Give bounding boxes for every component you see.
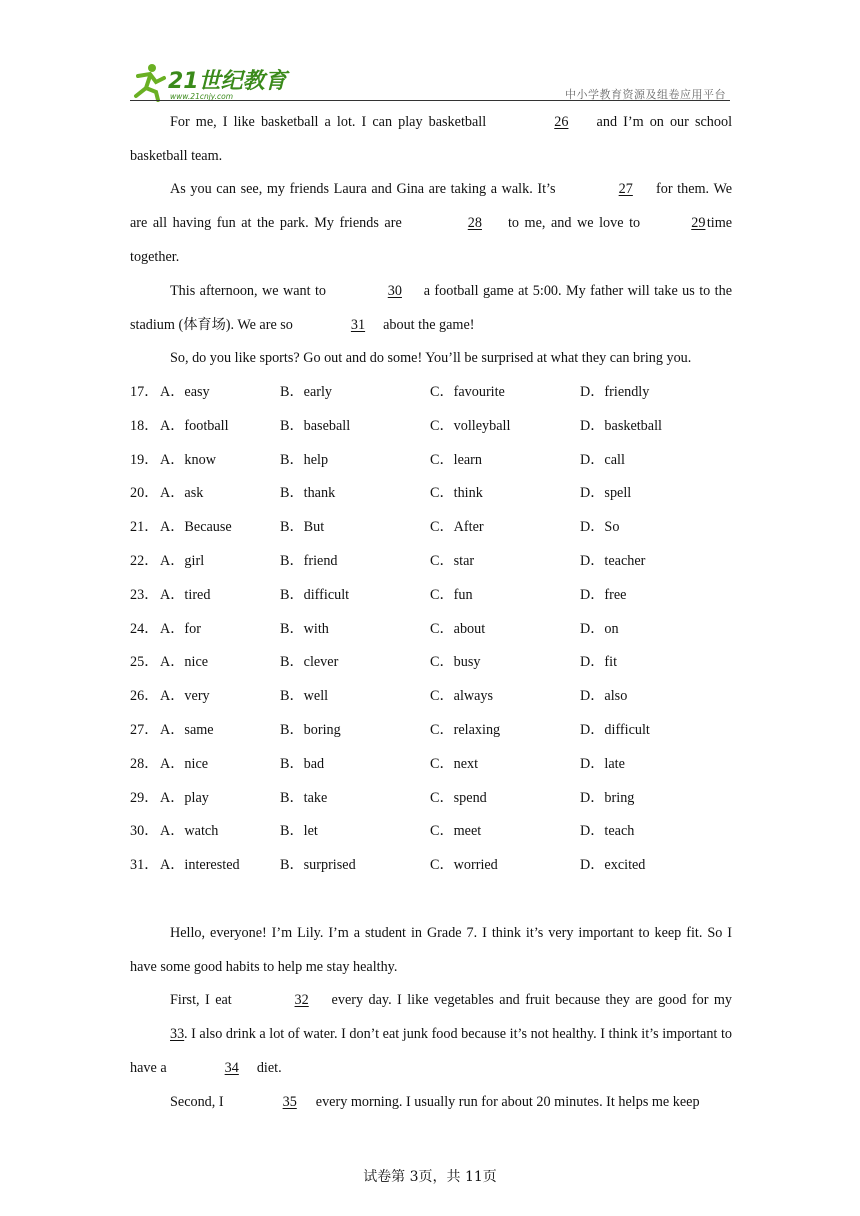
option-c[interactable]: C．star	[430, 553, 475, 569]
question-number: 23．	[130, 586, 159, 603]
option-b[interactable]: B．difficult	[280, 586, 350, 603]
option-a[interactable]: A．nice	[160, 654, 209, 671]
blank-29: 29	[691, 215, 706, 231]
option-c[interactable]: C．favourite	[430, 384, 505, 400]
question-row	[130, 814, 750, 848]
option-d[interactable]: D．late	[580, 755, 625, 772]
passage1-paragraph-1: For me, I like basketball a lot. I can play basketball 26 and I’m on our school basketball team.	[130, 105, 732, 173]
question-row	[130, 612, 750, 646]
question-number: 26．	[130, 688, 159, 705]
blank-31: 31	[350, 317, 366, 333]
question-number: 21．	[130, 519, 159, 536]
passage1-paragraph-4: So, do you like sports? Go out and do some! You’ll be surprised at what they can bring you.	[170, 350, 692, 366]
option-b[interactable]: B．well	[280, 688, 329, 705]
blank-30: 30	[387, 283, 402, 299]
question-row	[130, 781, 750, 815]
option-a[interactable]: A．Because	[160, 519, 232, 536]
blank-35: 35	[282, 1094, 297, 1110]
option-a[interactable]: A．play	[160, 789, 209, 806]
blank-27: 27	[618, 181, 633, 197]
header-tagline: 中小学教育资源及组卷应用平台	[565, 88, 726, 101]
question-row	[130, 544, 750, 578]
21cnjy-logo	[130, 62, 287, 102]
option-d[interactable]: D．also	[580, 688, 628, 705]
option-d[interactable]: D．So	[580, 519, 620, 536]
option-c[interactable]: C．fun	[430, 586, 473, 603]
question-number: 30．	[130, 823, 159, 840]
option-c[interactable]: C．meet	[430, 823, 482, 840]
option-b[interactable]: B．help	[280, 451, 329, 468]
option-a[interactable]: A．very	[160, 688, 210, 705]
passage1-paragraph-3: This afternoon, we want to 30 a football game at 5:00. My father will take us to the stadium (体育场). We are so 31 about the game!	[130, 274, 732, 342]
option-a[interactable]: A．same	[160, 722, 214, 738]
option-a[interactable]: A．nice	[160, 755, 209, 772]
option-d[interactable]: D．difficult	[580, 722, 650, 738]
option-d[interactable]: D．excited	[580, 857, 646, 874]
option-b[interactable]: B．let	[280, 823, 318, 840]
question-row	[130, 510, 750, 544]
option-b[interactable]: B．thank	[280, 485, 336, 502]
option-c[interactable]: C．relaxing	[430, 722, 501, 738]
question-number: 24．	[130, 620, 159, 637]
option-b[interactable]: B．But	[280, 519, 325, 536]
option-c[interactable]: C．spend	[430, 789, 487, 806]
question-number: 31．	[130, 857, 159, 874]
option-d[interactable]: D．friendly	[580, 384, 650, 400]
option-a[interactable]: A．watch	[160, 823, 219, 840]
option-c[interactable]: C．about	[430, 620, 486, 637]
question-row	[130, 645, 750, 679]
question-number: 17．	[130, 384, 159, 400]
page-header	[130, 62, 730, 104]
option-d[interactable]: D．free	[580, 586, 627, 603]
option-b[interactable]: B．friend	[280, 553, 338, 569]
option-b[interactable]: B．bad	[280, 755, 325, 772]
option-c[interactable]: C．busy	[430, 654, 481, 671]
passage2-paragraph-2: First, I eat 32 every day. I like vegetables and fruit because they are good for my 33. I also drink a lot of water. I don’t eat junk food because it’s not healthy. I think it’s important to have a 34 diet.	[130, 983, 732, 1085]
passage2-paragraph-1: Hello, everyone! I’m Lily. I’m a student in Grade 7. I think it’s very important to keep fit. So I have some good habits to help me stay healthy.	[130, 925, 732, 975]
option-c[interactable]: C．learn	[430, 451, 483, 468]
question-number: 29．	[130, 789, 159, 806]
option-b[interactable]: B．early	[280, 384, 333, 400]
question-row	[130, 375, 750, 409]
question-row	[130, 747, 750, 781]
header-divider	[130, 100, 730, 101]
option-b[interactable]: B．take	[280, 789, 328, 806]
passage2-paragraph-3: Second, I 35 every morning. I usually run for about 20 minutes. It helps me keep	[130, 1085, 732, 1119]
question-number: 20．	[130, 485, 159, 502]
question-number: 25．	[130, 654, 159, 671]
question-row	[130, 578, 750, 612]
option-c[interactable]: C．After	[430, 519, 484, 536]
option-c[interactable]: C．think	[430, 485, 483, 502]
question-row	[130, 713, 750, 747]
blank-34: 34	[224, 1060, 239, 1076]
option-d[interactable]: D．teacher	[580, 553, 646, 569]
question-row	[130, 848, 750, 882]
option-d[interactable]: D．fit	[580, 654, 618, 671]
question-number: 28．	[130, 755, 159, 772]
question-row	[130, 443, 750, 477]
option-c[interactable]: C．worried	[430, 857, 498, 874]
option-a[interactable]: A．girl	[160, 553, 205, 569]
option-c[interactable]: C．next	[430, 755, 479, 772]
option-d[interactable]: D．teach	[580, 823, 635, 840]
option-a[interactable]: A．know	[160, 451, 216, 468]
option-d[interactable]: D．call	[580, 451, 625, 468]
logo-text: 21世纪教育	[168, 69, 287, 94]
option-d[interactable]: D．on	[580, 620, 619, 637]
option-a[interactable]: A．easy	[160, 384, 210, 400]
option-b[interactable]: B．boring	[280, 722, 341, 738]
question-row	[130, 476, 750, 510]
option-a[interactable]: A．football	[160, 417, 229, 434]
option-b[interactable]: B．baseball	[280, 417, 351, 434]
blank-28: 28	[467, 215, 482, 231]
question-number: 27．	[130, 722, 159, 738]
option-a[interactable]: A．ask	[160, 485, 204, 502]
question-number: 22．	[130, 553, 159, 569]
option-b[interactable]: B．with	[280, 620, 329, 637]
question-number: 19．	[130, 451, 159, 468]
question-row	[130, 679, 750, 713]
option-d[interactable]: D．basketball	[580, 417, 662, 434]
option-b[interactable]: B．clever	[280, 654, 339, 671]
question-row	[130, 409, 750, 443]
blank-26: 26	[554, 114, 569, 130]
option-a[interactable]: A．for	[160, 620, 201, 637]
option-a[interactable]: A．tired	[160, 586, 211, 603]
option-b[interactable]: B．surprised	[280, 857, 356, 874]
option-d[interactable]: D．bring	[580, 789, 635, 806]
logo-url: www.21cnjy.com	[170, 92, 234, 101]
option-c[interactable]: C．always	[430, 688, 494, 705]
option-d[interactable]: D．spell	[580, 485, 632, 502]
blank-32: 32	[294, 992, 309, 1008]
option-a[interactable]: A．interested	[160, 857, 240, 874]
passage1-paragraph-2: As you can see, my friends Laura and Gina are taking a walk. It’s 27 for them. We are all having fun at the park. My friends are 28 to me, and we love to 29 time together.	[130, 172, 732, 274]
question-number: 18．	[130, 417, 159, 434]
page-footer: 试卷第 3页，共 11页	[363, 1169, 497, 1185]
option-c[interactable]: C．volleyball	[430, 417, 511, 434]
blank-33: 33	[170, 1026, 185, 1042]
